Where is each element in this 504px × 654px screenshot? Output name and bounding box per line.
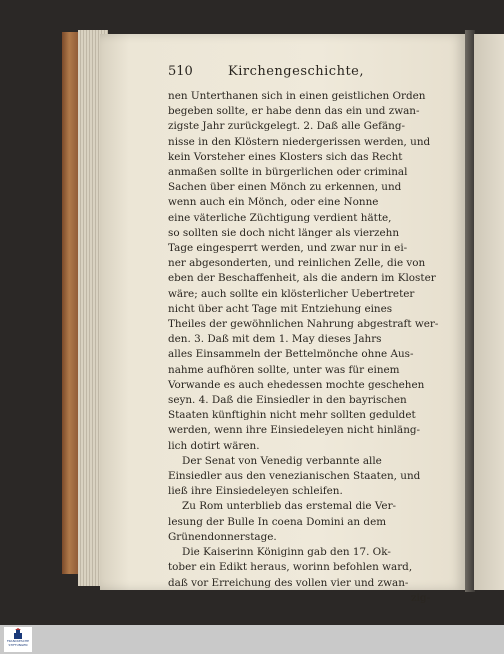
- text-line: Sachen über einen Mönch zu erkennen, und: [168, 181, 402, 194]
- text-line: Der Senat von Venedig verbannte alle: [182, 454, 382, 467]
- text-line: tober ein Edikt heraus, worinn befohlen ward,: [168, 561, 413, 574]
- text-line: begeben sollte, er habe denn das ein und zwan-: [168, 105, 420, 118]
- text-line: seyn. 4. Daß die Einsiedler in den bayrischen: [168, 394, 407, 407]
- page-text: [168, 64, 439, 606]
- text-line: Die Kaiserinn Königinn gab den 17. Ok-: [182, 546, 391, 559]
- text-line: wenn auch ein Mönch, oder eine Nonne: [168, 196, 379, 209]
- text-line: lich dotirt wären.: [168, 439, 260, 452]
- text-line: ner abgesonderten, und reinlichen Zelle, die von: [168, 257, 426, 270]
- viewer-footer-bar: [0, 625, 504, 654]
- text-line: anmaßen sollte in bürgerlichen oder criminal: [168, 166, 408, 179]
- logo-text-line1: FRANCKESCHE: [6, 639, 30, 643]
- text-line: eben der Beschaffenheit, als die andern im Kloster: [168, 272, 436, 285]
- body-text: [168, 89, 439, 606]
- text-line: Einsiedler aus den venezianischen Staaten, und: [168, 470, 421, 483]
- logo-text-line2: STIFTUNGEN: [8, 642, 28, 647]
- text-line: nahme aufhören sollte, unter was für einem: [168, 363, 400, 376]
- page-number: 510: [168, 64, 193, 79]
- text-line: Vorwande es auch ehedessen mochte geschehen: [168, 378, 425, 391]
- text-line: daß vor Erreichung des vollen vier und zwan-: [168, 576, 409, 589]
- text-line: so sollten sie doch nicht länger als vierzehn: [168, 226, 400, 239]
- text-line: den. 3. Daß mit dem 1. May dieses Jahrs: [168, 333, 382, 346]
- text-line: lesung der Bulle In coena Domini an dem: [168, 515, 387, 528]
- text-line: ließ ihre Einsiedeleyen schleifen.: [168, 485, 343, 498]
- text-line: Tage eingesperrt werden, und zwar nur in ei-: [168, 242, 408, 255]
- text-line: wäre; auch sollte ein klösterlicher Uebertreter: [168, 287, 415, 300]
- text-line: zigste Jahr zurückgelegt. 2. Daß alle Gefäng-: [168, 120, 406, 133]
- running-title: Kirchengeschichte,: [228, 64, 365, 79]
- text-line: alles Einsammeln der Bettelmönche ohne Aus-: [168, 348, 414, 361]
- page-header: [168, 64, 430, 79]
- text-line: werden, wenn ihre Einsiedeleyen nicht hinläng-: [168, 424, 421, 437]
- text-line: nen Unterthanen sich in einen geistlichen Orden: [168, 90, 426, 102]
- library-logo[interactable]: [4, 627, 32, 652]
- text-line: kein Vorsteher eines Klosters sich das Recht: [168, 150, 403, 163]
- text-line: Grünendonnerstage.: [168, 530, 277, 543]
- text-line: eine väterliche Züchtigung verdient hätte,: [168, 211, 392, 224]
- catchword: zig-: [411, 591, 430, 604]
- text-line: Zu Rom unterblieb das erstemal die Ver-: [182, 500, 397, 513]
- text-line: Staaten künftighin nicht mehr sollten geduldet: [168, 409, 416, 422]
- text-line: nisse in den Klöstern niedergerissen werden, und: [168, 135, 431, 148]
- text-line: nicht über acht Tage mit Entziehung eines: [168, 302, 393, 315]
- facing-page-edge: [474, 34, 504, 590]
- text-line: Theiles der gewöhnlichen Nahrung abgestraft wer-: [168, 318, 439, 331]
